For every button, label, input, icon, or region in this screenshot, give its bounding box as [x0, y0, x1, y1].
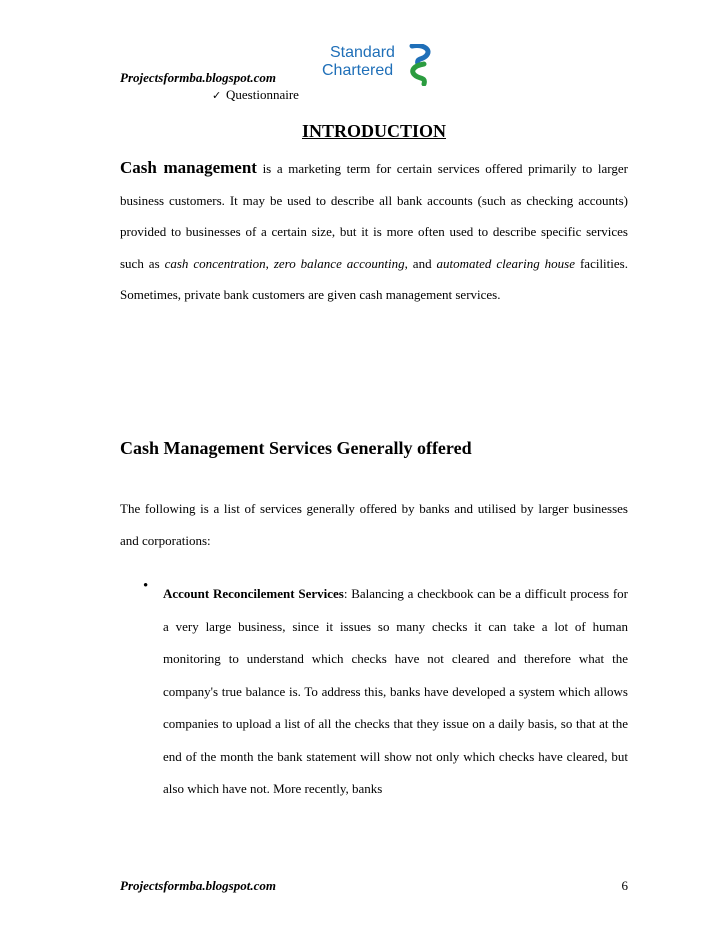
list-item — [163, 578, 628, 806]
intro-separator-1: , — [265, 255, 274, 271]
check-mark-icon: ✓ — [212, 89, 222, 102]
page-number: 6 — [621, 878, 628, 893]
term-cash-concentration: cash concentration — [164, 255, 266, 271]
logo-line-chartered: Chartered — [322, 62, 394, 79]
header-site-name: Projectsformba.blogspot.com — [120, 70, 276, 85]
checklist-label: Questionnaire — [226, 87, 299, 102]
introduction-paragraph — [120, 152, 628, 311]
term-automated-clearing-house: automated clearing house — [436, 255, 575, 271]
intro-text-1: is a marketing term for certain services offered primarily to larger business customers. It may be used to describe all bank accounts (such as checking accounts) provided to businesses of a certain size, but it is more often used to describe specific services such as — [120, 161, 628, 271]
term-zero-balance-accounting: zero balance accounting — [273, 255, 405, 271]
footer-site-name: Projectsformba.blogspot.com — [120, 878, 276, 893]
logo-line-standard: Standard — [330, 44, 395, 61]
logo-swoosh-icon — [408, 44, 434, 86]
standard-chartered-logo — [322, 44, 434, 86]
lead-term: Cash management — [120, 158, 257, 177]
section-paragraph: The following is a list of services generally offered by banks and utilised by larger businesses and corporations: — [120, 501, 628, 548]
checklist-item — [212, 87, 299, 103]
bullet-marker: • — [143, 578, 149, 594]
introduction-heading: INTRODUCTION — [301, 121, 447, 141]
section-heading: Cash Management Services Generally offered — [120, 438, 472, 458]
bullet-term: Account Reconcilement Services — [163, 586, 344, 601]
intro-separator-2: , and — [404, 255, 437, 271]
intro-text-2: facilities. Sometimes, private bank customers are given cash management services. — [120, 255, 628, 302]
bullet-text: : Balancing a checkbook can be a difficult process for a very large business, since it issues so many checks it can take a lot of human monitoring to understand which checks have not cleared and therefore what the company's true balance is. To address this, banks have developed a system which allows companies to upload a list of all the checks that they issue on a daily basis, so that at the end of the month the bank statement will show not only which checks have cleared, but also which have not. More recently, banks — [163, 586, 629, 796]
